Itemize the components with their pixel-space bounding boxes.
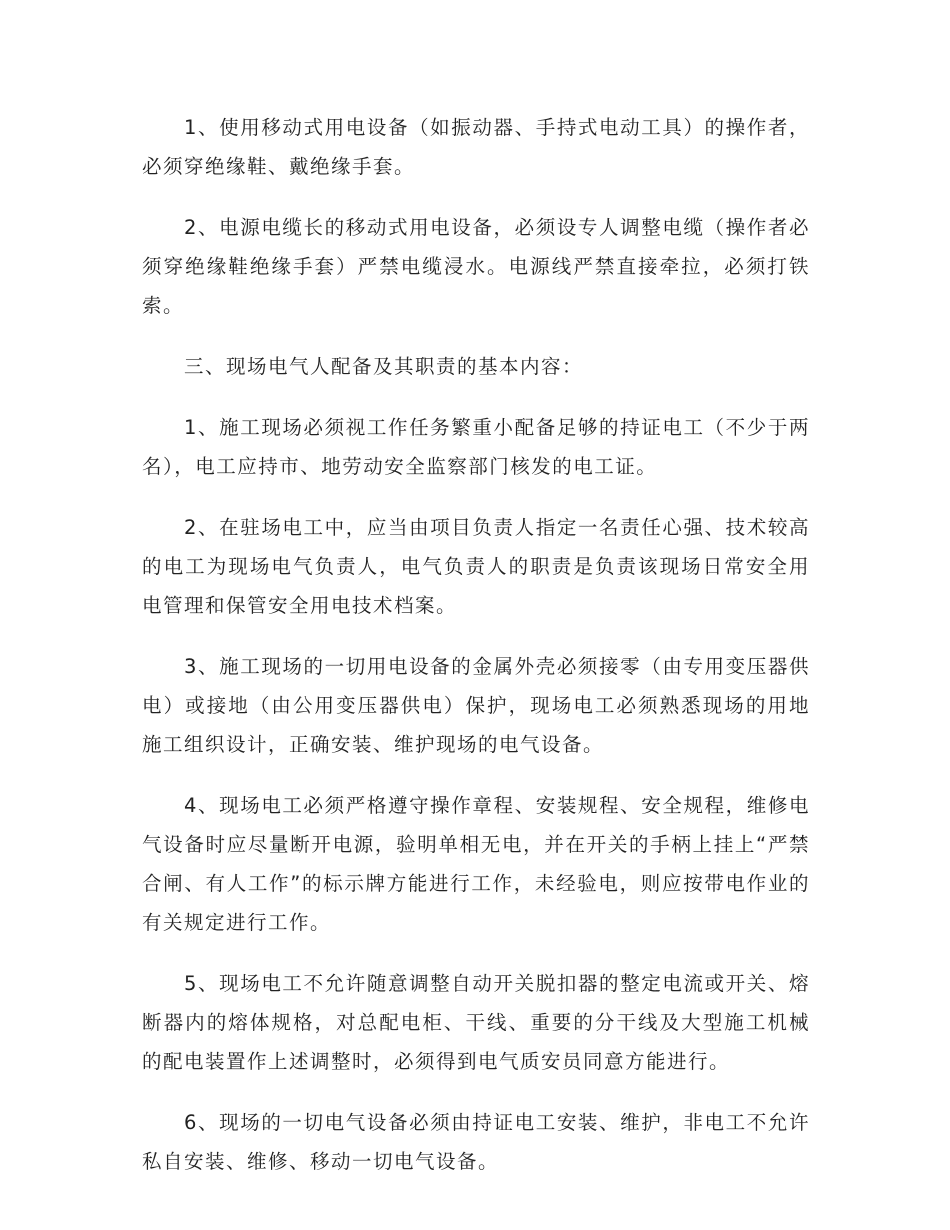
- section-heading: 三、现场电气人配备及其职责的基本内容：: [184, 355, 584, 378]
- document-body: [142, 108, 810, 1203]
- paragraph-1: 1、使用移动式用电设备（如振动器、手持式电动工具）的操作者，必须穿绝缘鞋、戴绝缘手套。: [142, 116, 810, 178]
- paragraph-2: 2、电源电缆长的移动式用电设备，必须设专人调整电缆（操作者必须穿绝缘鞋绝缘手套）严禁电缆浸水。电源线严禁直接牵拉，必须打铁索。: [142, 216, 810, 317]
- paragraph-6: 4、现场电工必须严格遵守操作章程、安装规程、安全规程，维修电气设备时应尽量断开电源，验明单相无电，并在开关的手柄上挂上“严禁合闸、有人工作”的标示牌方能进行工作，未经验电，则应按带电作业的有关规定进行工作。: [142, 794, 810, 934]
- paragraph-8: 6、现场的一切电气设备必须由持证电工安装、维护，非电工不允许私自安装、维修、移动一切电气设备。: [142, 1111, 810, 1173]
- paragraph-3: 1、施工现场必须视工作任务繁重小配备足够的持证电工（不少于两名），电工应持市、地劳动安全监察部门核发的电工证。: [142, 416, 810, 478]
- paragraph-7: 5、现场电工不允许随意调整自动开关脱扣器的整定电流或开关、熔断器内的熔体规格，对总配电柜、干线、重要的分干线及大型施工机械的配电装置作上述调整时，必须得到电气质安员同意方能进行。: [142, 972, 810, 1073]
- paragraph-4: 2、在驻场电工中，应当由项目负责人指定一名责任心强、技术较高的电工为现场电气负责人，电气负责人的职责是负责该现场日常安全用电管理和保管安全用电技术档案。: [142, 516, 810, 617]
- paragraph-5: 3、施工现场的一切用电设备的金属外壳必须接零（由专用变压器供电）或接地（由公用变压器供电）保护，现场电工必须熟悉现场的用地施工组织设计，正确安装、维护现场的电气设备。: [142, 655, 810, 756]
